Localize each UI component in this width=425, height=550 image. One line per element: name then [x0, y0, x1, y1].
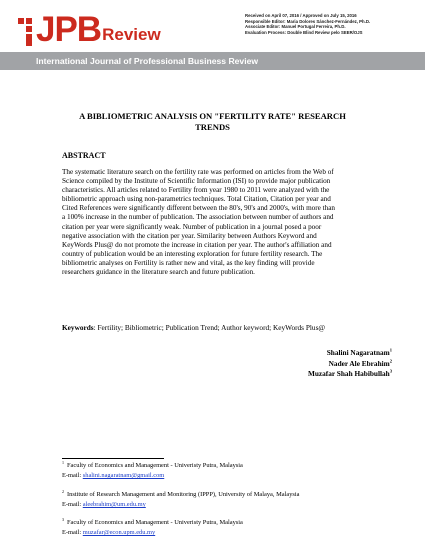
meta-line: Evaluation Process: Double Blind Review pelo SEER/OJS: [245, 29, 363, 35]
author-name: Muzafar Shah Habibullah: [307, 369, 390, 378]
abstract-line: researchers guidance in the literature search and future publication.: [62, 268, 255, 277]
footnote-sup: 2: [62, 488, 64, 494]
author-list: [308, 348, 392, 380]
abstract-line: Science compiled by the Institute of Scientific Information (ISI) to provide major publication: [62, 177, 331, 186]
abstract-line: negative association with the citation per year. Similarity between Authors Keyword and: [62, 231, 317, 240]
abstract-line: KeyWords Plus@ do not promote the increase in citation per year. The author's affiliation and: [62, 240, 332, 249]
footnote-email-label: E-mail:: [62, 529, 83, 536]
footnote-sup: 1: [62, 459, 64, 465]
author-sup: 3: [389, 368, 392, 374]
abstract-line: The systematic literature search on the fertility rate was performed on articles from the Web of: [62, 168, 334, 176]
author: [308, 359, 392, 370]
keywords: [62, 323, 382, 332]
abstract-line: a 100% increase in the number of publication. The association between number of authors and: [62, 213, 334, 222]
abstract-line: country of publication would be an interesting exploration for future fertility research. The: [62, 249, 323, 258]
footnote-email-link[interactable]: muzafar@econ.upm.edu.my: [82, 529, 156, 536]
journal-logo: [18, 10, 161, 49]
keywords-label: Keywords: [62, 323, 94, 332]
footnote: [62, 461, 402, 481]
footnote-email-label: E-mail:: [62, 501, 83, 508]
author-name: Shalini Nagaratnam: [326, 348, 390, 357]
author-sup: 1: [389, 347, 392, 353]
title-line: A BIBLIOMETRIC ANALYSIS ON "FERTILITY RATE" RESEARCH: [79, 111, 346, 121]
submission-meta: [245, 13, 420, 35]
abstract-line: citation per year were significantly weak. Number of publication in a journal posed a poor: [62, 222, 322, 231]
title-line: TRENDS: [195, 121, 230, 132]
footnote: [62, 490, 402, 510]
abstract-line: bibliometric approach using non-parametrics techniques. Total Citation, Citation per year and: [62, 195, 331, 204]
article-title: [40, 111, 385, 132]
meta-line: Received on April 07, 2016 / Approved on July 15, 2016: [245, 13, 357, 18]
logo-mark-icon: [18, 16, 34, 46]
author: [308, 369, 392, 380]
journal-name: International Journal of Professional Business Review: [36, 56, 259, 66]
author: [308, 348, 392, 359]
meta-line: Responsible Editor: Maria Dolores Sánchez-Fernández, Ph.D.: [245, 18, 371, 24]
footnote-affiliation: Faculty of Economics and Management - Univeristy Putra, Malaysia: [67, 519, 243, 526]
author-sup: 2: [389, 358, 392, 364]
abstract-heading: ABSTRACT: [62, 151, 106, 160]
footnote-rule: [62, 458, 164, 459]
footnote-email-label: E-mail:: [62, 472, 83, 479]
footnote-email-link[interactable]: shalini.nagaratnam@gmail.com: [82, 472, 165, 479]
footnote-email-link[interactable]: aleebrahim@um.edu.my: [82, 501, 146, 508]
logo-sub-text: Review: [102, 25, 161, 44]
keywords-text: : Fertility; Bibliometric; Publication Trend; Author keyword; KeyWords Plus@: [93, 323, 326, 332]
logo-main-text: JPB: [36, 10, 102, 49]
meta-line: Associate Editor: Manuel Portugal Ferreira, Ph.D.: [245, 24, 346, 30]
abstract-line: characteristics. All articles related to Fertility from year 1980 to 2011 were analyzed with the: [62, 186, 330, 195]
footnote-affiliation: Faculty of Economics and Management - Univeristy Putra, Malaysia: [67, 462, 243, 469]
footnote-sup: 3: [62, 516, 64, 522]
abstract-line: bibliometric analyses on Fertility is rather new and vital, as the key finding will provide: [62, 258, 315, 267]
abstract-line: Cited References were significantly different between the 80's, 90's and 2000's, with more than: [62, 204, 336, 213]
footnote: [62, 518, 402, 538]
author-name: Nader Ale Ebrahim: [328, 358, 390, 368]
abstract-body: [62, 168, 374, 277]
footnote-affiliation: Institute of Research Management and Monitoring (IPPP), University of Malaya, Malaysia: [67, 491, 300, 498]
